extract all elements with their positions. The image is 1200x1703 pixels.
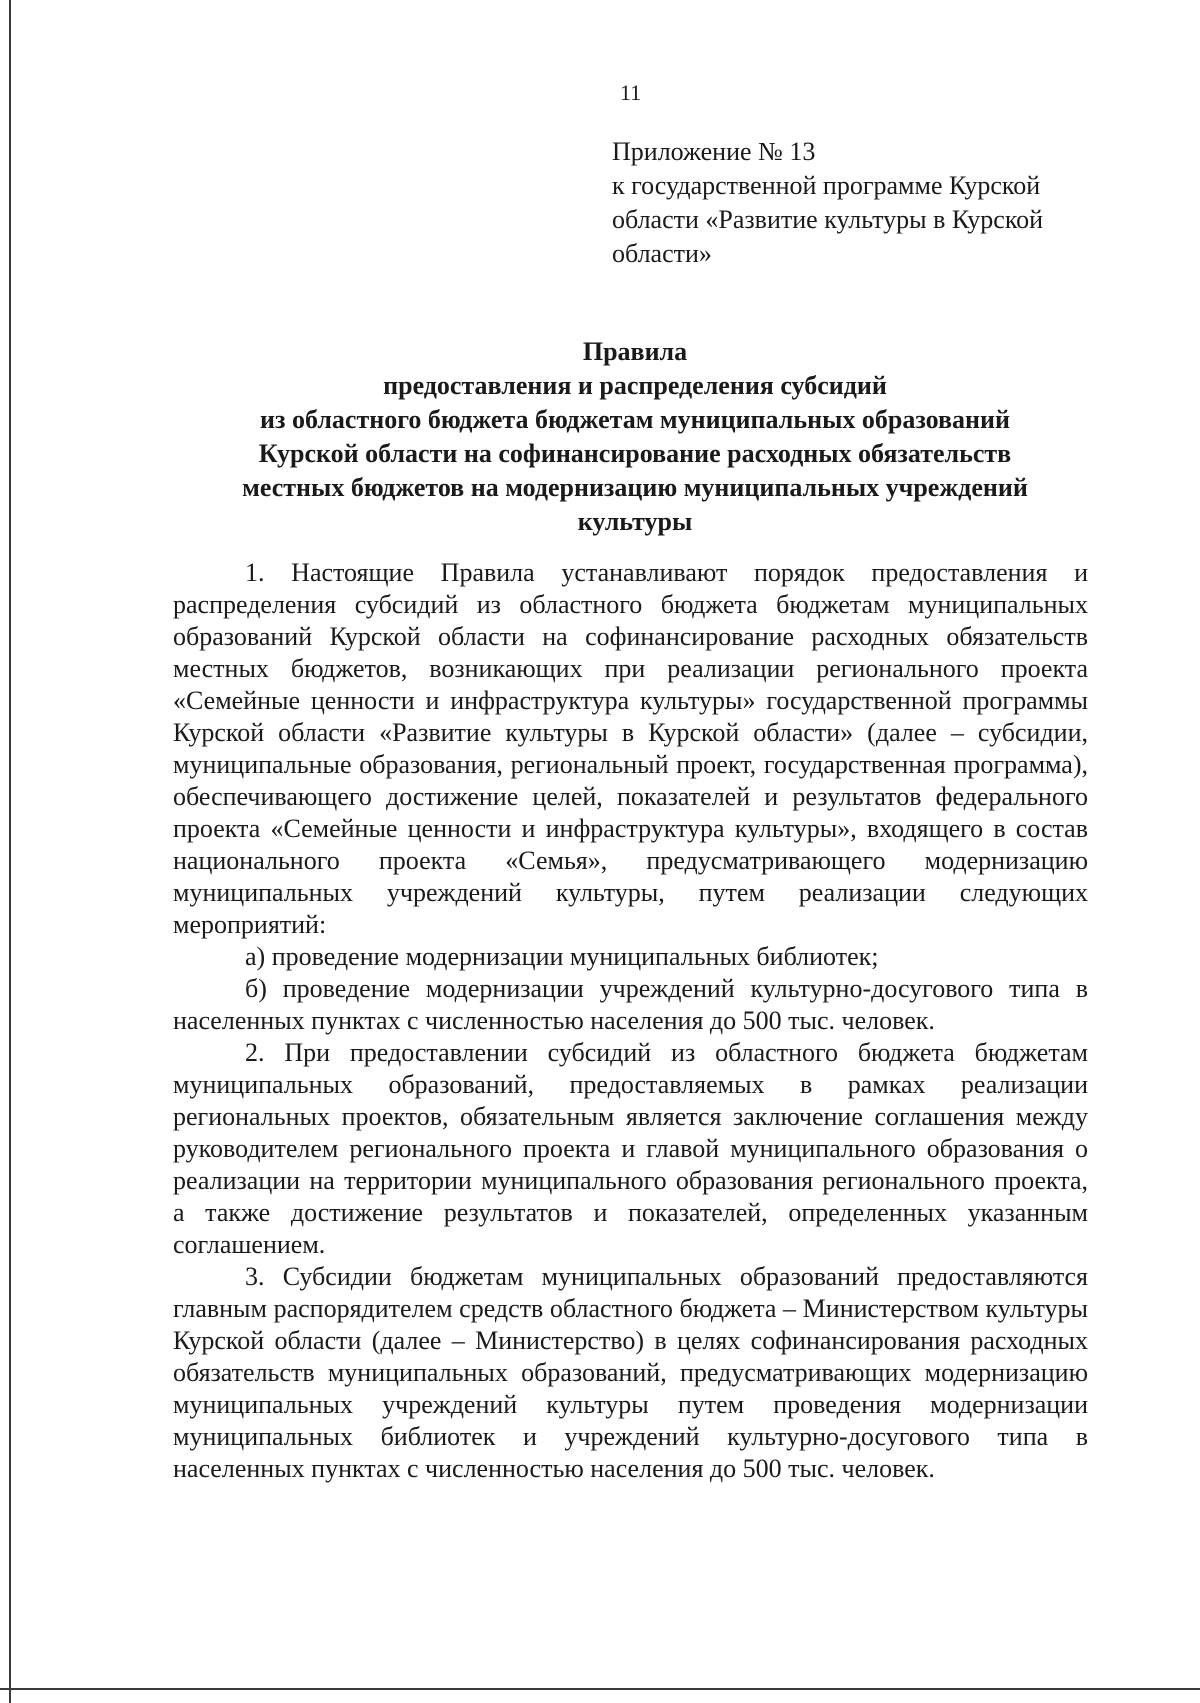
title-line: из областного бюджета бюджетам муниципальных образований (260, 405, 1010, 434)
title-line: культуры (577, 507, 693, 536)
paragraph-2: 2. При предоставлении субсидий из областного бюджета бюджетам муниципальных образований, предоставляемых в рамках реализации региональных проектов, обязательным является заключение соглашения между руководителем регионального проекта и главой муниципального образования о реализации на территории муниципального образования регионального проекта, а также достижение результатов и показателей, определенных указанным соглашением. (173, 1038, 1088, 1259)
appendix-header (612, 135, 1112, 271)
appendix-line: области» (612, 239, 712, 268)
appendix-line: области «Развитие культуры в Курской (612, 205, 1044, 234)
page-number: 11 (620, 80, 642, 105)
list-item-a: а) проведение модернизации муниципальных библиотек; (245, 942, 879, 971)
title-line: Курской области на софинансирование расходных обязательств (258, 439, 1012, 468)
document-title (170, 335, 1100, 539)
scan-edge-left (9, 0, 11, 1703)
appendix-line: Приложение № 13 (612, 137, 816, 166)
title-line: Правила (582, 337, 688, 366)
paragraph-1: 1. Настоящие Правила устанавливают порядок предоставления и распределения субсидий из областного бюджета бюджетам муниципальных образований Курской области на софинансирование расходных обязательств местных бюджетов, возникающих при реализации регионального проекта «Семейные ценности и инфраструктура культуры» государственной программы Курской области «Развитие культуры в Курской области» (далее – субсидии, муниципальные образования, региональный проект, государственная программа), обеспечивающего достижение целей, показателей и результатов федерального проекта «Семейные ценности и инфраструктура культуры», входящего в состав национального проекта «Семья», предусматривающего модернизацию муниципальных учреждений культуры, путем реализации следующих мероприятий: (173, 558, 1088, 939)
list-item-b: б) проведение модернизации учреждений культурно-досугового типа в населенных пунктах с численностью населения до 500 тыс. человек. (173, 974, 1088, 1035)
title-line: предоставления и распределения субсидий (383, 371, 887, 400)
document-body (173, 557, 1088, 1485)
paragraph-3: 3. Субсидии бюджетам муниципальных образований предоставляются главным распорядителем средств областного бюджета – Министерством культуры Курской области (далее – Министерство) в целях софинансирования расходных обязательств муниципальных образований, предусматривающих модернизацию муниципальных учреждений культуры путем проведения модернизации муниципальных библиотек и учреждений культурно-досугового типа в населенных пунктах с численностью населения до 500 тыс. человек. (173, 1262, 1088, 1483)
appendix-line: к государственной программе Курской (612, 171, 1041, 200)
scan-edge-bottom (0, 1688, 1200, 1690)
title-line: местных бюджетов на модернизацию муниципальных учреждений (242, 473, 1028, 502)
